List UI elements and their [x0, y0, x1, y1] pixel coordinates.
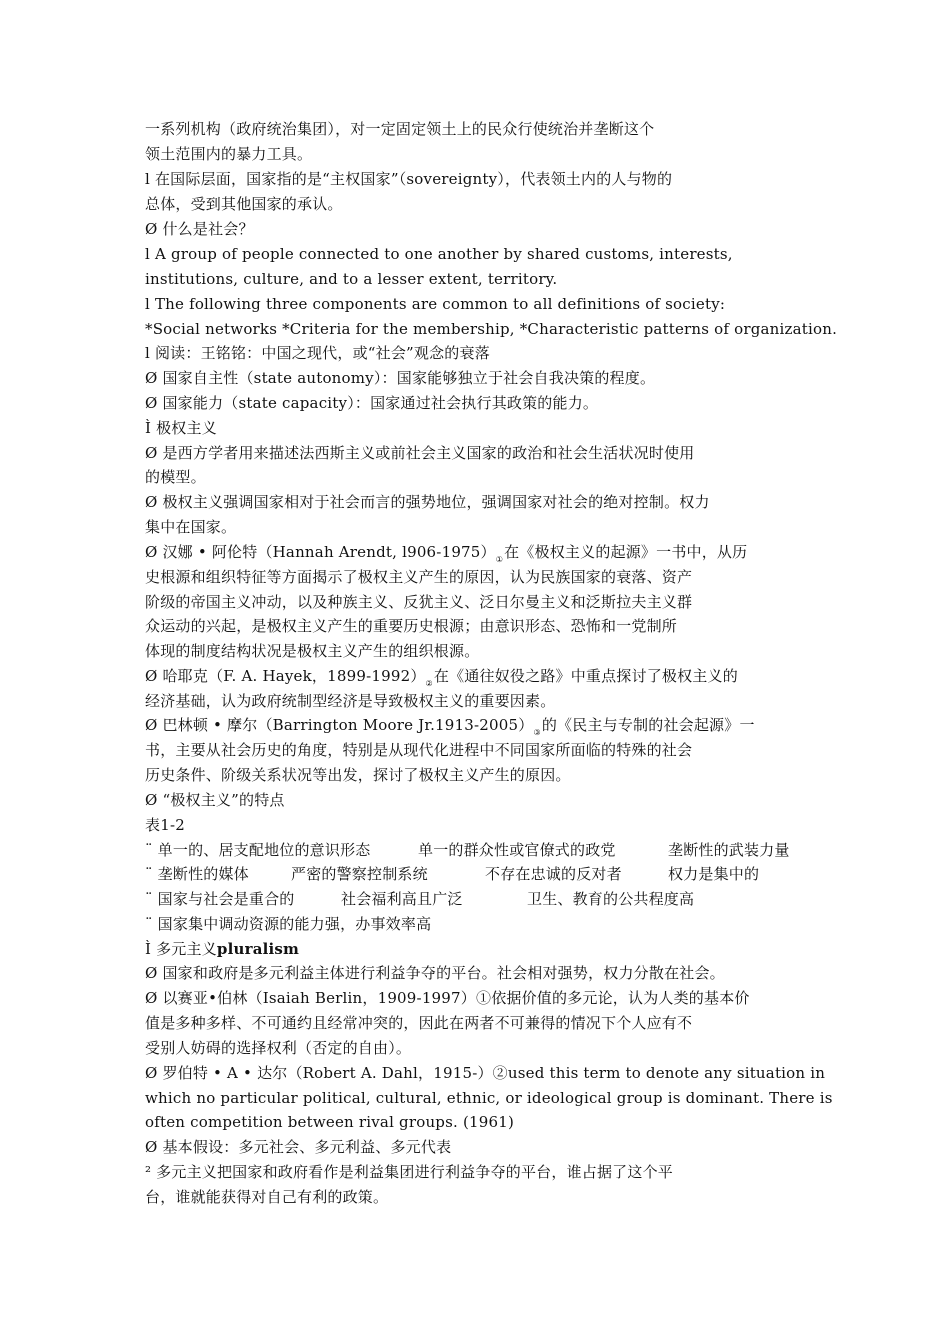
- table-cell: 权力是集中的: [668, 865, 760, 883]
- table-cell: 不存在忠诚的反对者: [485, 865, 622, 883]
- text-line: Ø 以赛亚•伯林（Isaiah Berlin，1909-1997）①依据价值的多元论，认为人类的基本价: [145, 989, 750, 1007]
- text-segment: 在《极权主义的起源》一书中，从历: [504, 543, 748, 561]
- table-row: [145, 914, 431, 934]
- text-line: Ø 极权主义强调国家相对于社会而言的强势地位，强调国家对社会的绝对控制。权力: [145, 493, 710, 511]
- table-cell: 卫生、教育的公共程度高: [527, 890, 695, 908]
- text-line: 阶级的帝国主义冲动，以及种族主义、反犹主义、泛日尔曼主义和泛斯拉夫主义群: [145, 593, 693, 611]
- text-segment: 在《通往奴役之路》中重点探讨了极权主义的: [433, 667, 738, 685]
- table-cell: ¨ 国家与社会是重合的: [145, 890, 295, 908]
- text-line: Ø “极权主义”的特点: [145, 791, 285, 809]
- text-segment: Ø 巴林顿 • 摩尔（Barrington Moore Jr.1913-2005）: [145, 716, 534, 734]
- text-segment: 的《民主与专制的社会起源》一: [541, 716, 755, 734]
- text-line: l 在国际层面，国家指的是“主权国家”（sovereignty），代表领土内的人与物的: [145, 170, 673, 188]
- table-cell: ¨ 国家集中调动资源的能力强，办事效率高: [145, 915, 432, 933]
- text-segment: Ì 多元主义: [145, 940, 217, 958]
- text-line: l 阅读：王铭铭：中国之现代，或“社会”观念的衰落: [145, 344, 490, 362]
- text-line: Ø 什么是社会？: [145, 220, 254, 238]
- text-line: Ø 国家能力（state capacity）：国家通过社会执行其政策的能力。: [145, 394, 599, 412]
- text-line: [145, 715, 755, 743]
- text-line: which no particular political, cultural, ethnic, or ideological group is dominant. There is: [145, 1089, 833, 1107]
- table-row: [145, 840, 790, 860]
- text-line: institutions, culture, and to a lesser extent, territory.: [145, 270, 558, 288]
- section-heading: [145, 939, 299, 959]
- text-line: 体现的制度结构状况是极权主义产生的组织根源。: [145, 642, 480, 660]
- text-line: 受别人妨碍的选择权利（否定的自由）。: [145, 1039, 412, 1057]
- text-line: 总体，受到其他国家的承认。: [145, 195, 343, 213]
- text-line: 史根源和组织特征等方面揭示了极权主义产生的原因，认为民族国家的衰落、资产: [145, 568, 693, 586]
- text-line: 历史条件、阶级关系状况等出发，探讨了极权主义产生的原因。: [145, 766, 571, 784]
- section-heading: Ì 极权主义: [145, 419, 217, 437]
- table-row: [145, 889, 694, 909]
- table-cell: 垄断性的武装力量: [668, 841, 790, 859]
- text-line: l The following three components are common to all definitions of society:: [145, 295, 726, 313]
- footnote-mark: ②: [425, 679, 433, 688]
- text-line: 一系列机构（政府统治集团），对一定固定领土上的民众行使统治并垄断这个: [145, 120, 655, 138]
- footnote-mark: ③: [533, 728, 541, 737]
- text-line: 经济基础，认为政府统制型经济是导致极权主义的重要因素。: [145, 692, 556, 710]
- text-line: [145, 666, 738, 694]
- table-cell: 单一的群众性或官僚式的政党: [418, 841, 616, 859]
- text-line: Ø 是西方学者用来描述法西斯主义或前社会主义国家的政治和社会生活状况时使用: [145, 444, 695, 462]
- text-line: 众运动的兴起，是极权主义产生的重要历史根源；由意识形态、恐怖和一党制所: [145, 617, 678, 635]
- table-caption: 表1-2: [145, 816, 185, 834]
- footnote-mark: ①: [495, 555, 504, 564]
- text-line: ² 多元主义把国家和政府看作是利益集团进行利益争夺的平台，谁占据了这个平: [145, 1163, 673, 1181]
- text-line: 领土范围内的暴力工具。: [145, 145, 313, 163]
- text-line: l A group of people connected to one another by shared customs, interests,: [145, 245, 733, 263]
- text-line: Ø 国家和政府是多元利益主体进行利益争夺的平台。社会相对强势，权力分散在社会。: [145, 964, 725, 982]
- table-cell: 严密的警察控制系统: [291, 865, 428, 883]
- text-line: Ø 基本假设：多元社会、多元利益、多元代表: [145, 1138, 452, 1156]
- bold-term: pluralism: [216, 940, 300, 958]
- text-line: 的模型。: [145, 468, 206, 486]
- text-line: Ø 罗伯特 • A • 达尔（Robert A. Dahl，1915-）②used this term to denote any situation in: [145, 1064, 826, 1082]
- text-line: Ø 国家自主性（state autonomy）：国家能够独立于社会自我决策的程度。: [145, 369, 656, 387]
- text-line: 值是多种多样、不可通约且经常冲突的，因此在两者不可兼得的情况下个人应有不: [145, 1014, 693, 1032]
- text-line: *Social networks *Criteria for the membership, *Characteristic patterns of organization.: [145, 320, 838, 338]
- text-line: 台，谁就能获得对自己有利的政策。: [145, 1188, 389, 1206]
- table-cell: ¨ 单一的、居支配地位的意识形态: [145, 841, 371, 859]
- table-row: [145, 864, 759, 884]
- text-line: 书，主要从社会历史的角度，特别是从现代化进程中不同国家所面临的特殊的社会: [145, 741, 693, 759]
- text-segment: Ø 汉娜 • 阿伦特（Hannah Arendt, l906-1975）: [145, 543, 496, 561]
- text-line: [145, 542, 747, 570]
- table-cell: ¨ 垄断性的媒体: [145, 865, 249, 883]
- text-segment: Ø 哈耶克（F. A. Hayek，1899-1992）: [145, 667, 426, 685]
- text-line: often competition between rival groups. (1961): [145, 1113, 515, 1131]
- table-cell: 社会福利高且广泛: [341, 890, 463, 908]
- text-line: 集中在国家。: [145, 518, 237, 536]
